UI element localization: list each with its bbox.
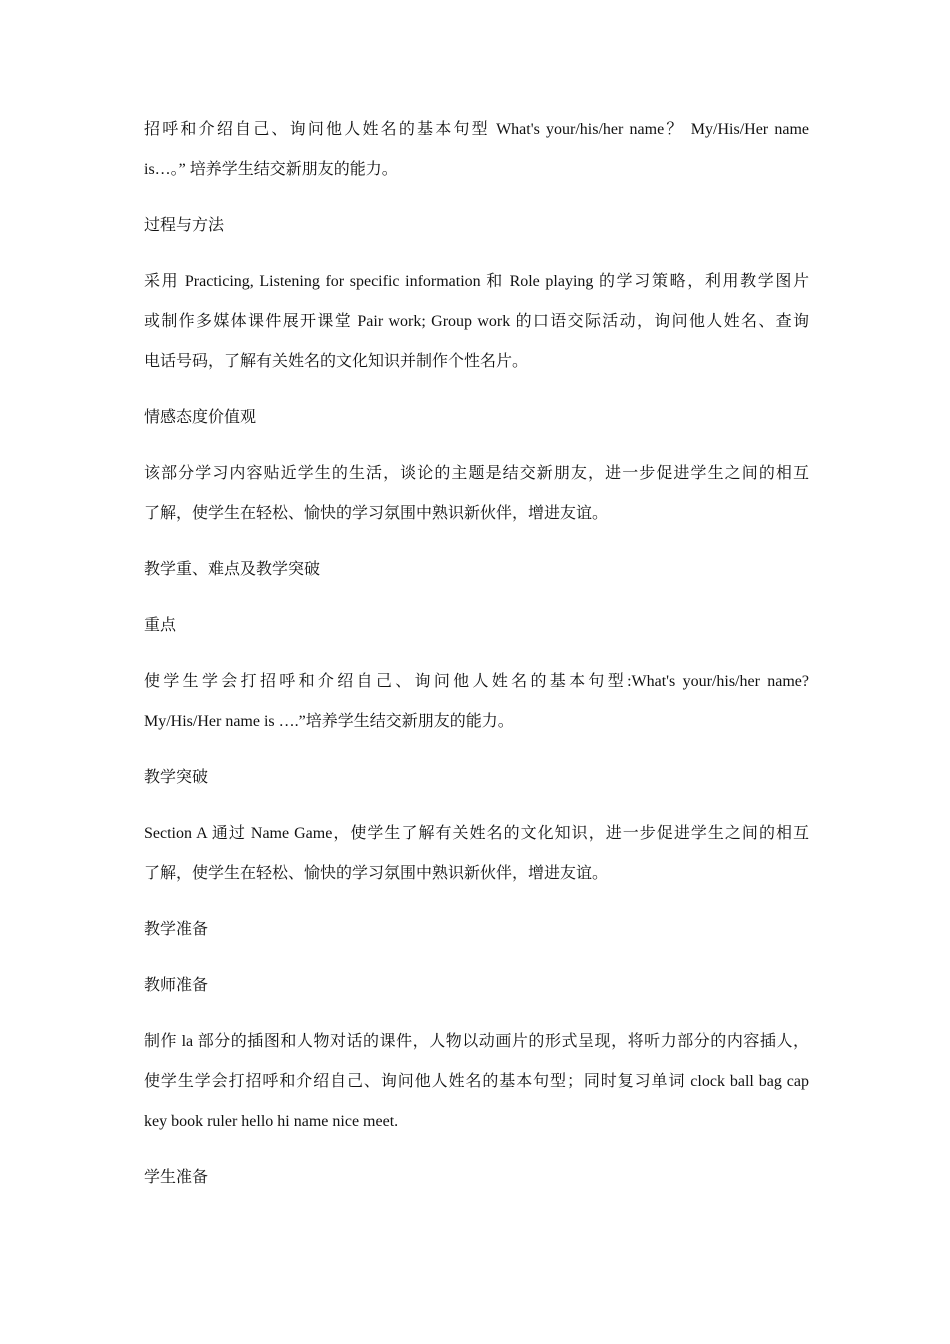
heading-teaching-breakthrough: 教学突破 xyxy=(144,769,209,786)
text-line: Section A 通过 Name Game，使学生了解有关姓名的文化知识，进一步促进学生之间的相互 xyxy=(144,825,809,842)
text-line: My/His/Her name is ….”培养学生结交新朋友的能力。 xyxy=(144,713,514,730)
paragraph-teaching-breakthrough xyxy=(144,824,809,884)
paragraph-greeting-goal xyxy=(144,120,809,180)
text-line: 采用 Practicing, Listening for specific information 和 Role playing 的学习策略，利用教学图片 xyxy=(144,273,809,290)
text-line: 了解，使学生在轻松、愉快的学习氛围中熟识新伙伴，增进友谊。 xyxy=(144,505,609,522)
text-line: 招呼和介绍自己、询问他人姓名的基本句型 What's your/his/her name？ My/His/Her name xyxy=(144,121,809,138)
heading-key-points: 重点 xyxy=(144,617,177,634)
text-line: 电话号码，了解有关姓名的文化知识并制作个性名片。 xyxy=(144,353,529,370)
heading-process-method: 过程与方法 xyxy=(144,217,225,234)
heading-teacher-preparation: 教师准备 xyxy=(144,977,209,994)
text-line: 或制作多媒体课件展开课堂 Pair work; Group work 的口语交际活动，询问他人姓名、查询 xyxy=(144,313,809,330)
text-line: key book ruler hello hi name nice meet. xyxy=(144,1113,399,1130)
paragraph-process-method xyxy=(144,272,809,372)
document-page xyxy=(144,120,809,1188)
text-line: 制作 la 部分的插图和人物对话的课件，人物以动画片的形式呈现，将听力部分的内容插人， xyxy=(144,1033,809,1050)
text-line: 使学生学会打招呼和介绍自己、询问他人姓名的基本句型:What's your/his/her name? xyxy=(144,673,809,690)
paragraph-teacher-preparation xyxy=(144,1032,809,1132)
heading-student-preparation: 学生准备 xyxy=(144,1169,209,1186)
text-line: 使学生学会打招呼和介绍自己、询问他人姓名的基本句型；同时复习单词 clock ball bag cap xyxy=(144,1073,809,1090)
heading-teaching-preparation: 教学准备 xyxy=(144,921,209,938)
text-line: 了解，使学生在轻松、愉快的学习氛围中熟识新伙伴，增进友谊。 xyxy=(144,865,609,882)
text-line: 该部分学习内容贴近学生的生活，谈论的主题是结交新朋友，进一步促进学生之间的相互 xyxy=(144,465,809,482)
heading-emotion-attitude: 情感态度价值观 xyxy=(144,409,257,426)
text-line: is…。” 培养学生结交新朋友的能力。 xyxy=(144,161,398,178)
heading-key-difficult-points: 教学重、难点及教学突破 xyxy=(144,561,321,578)
paragraph-key-points xyxy=(144,672,809,732)
paragraph-emotion-attitude xyxy=(144,464,809,524)
